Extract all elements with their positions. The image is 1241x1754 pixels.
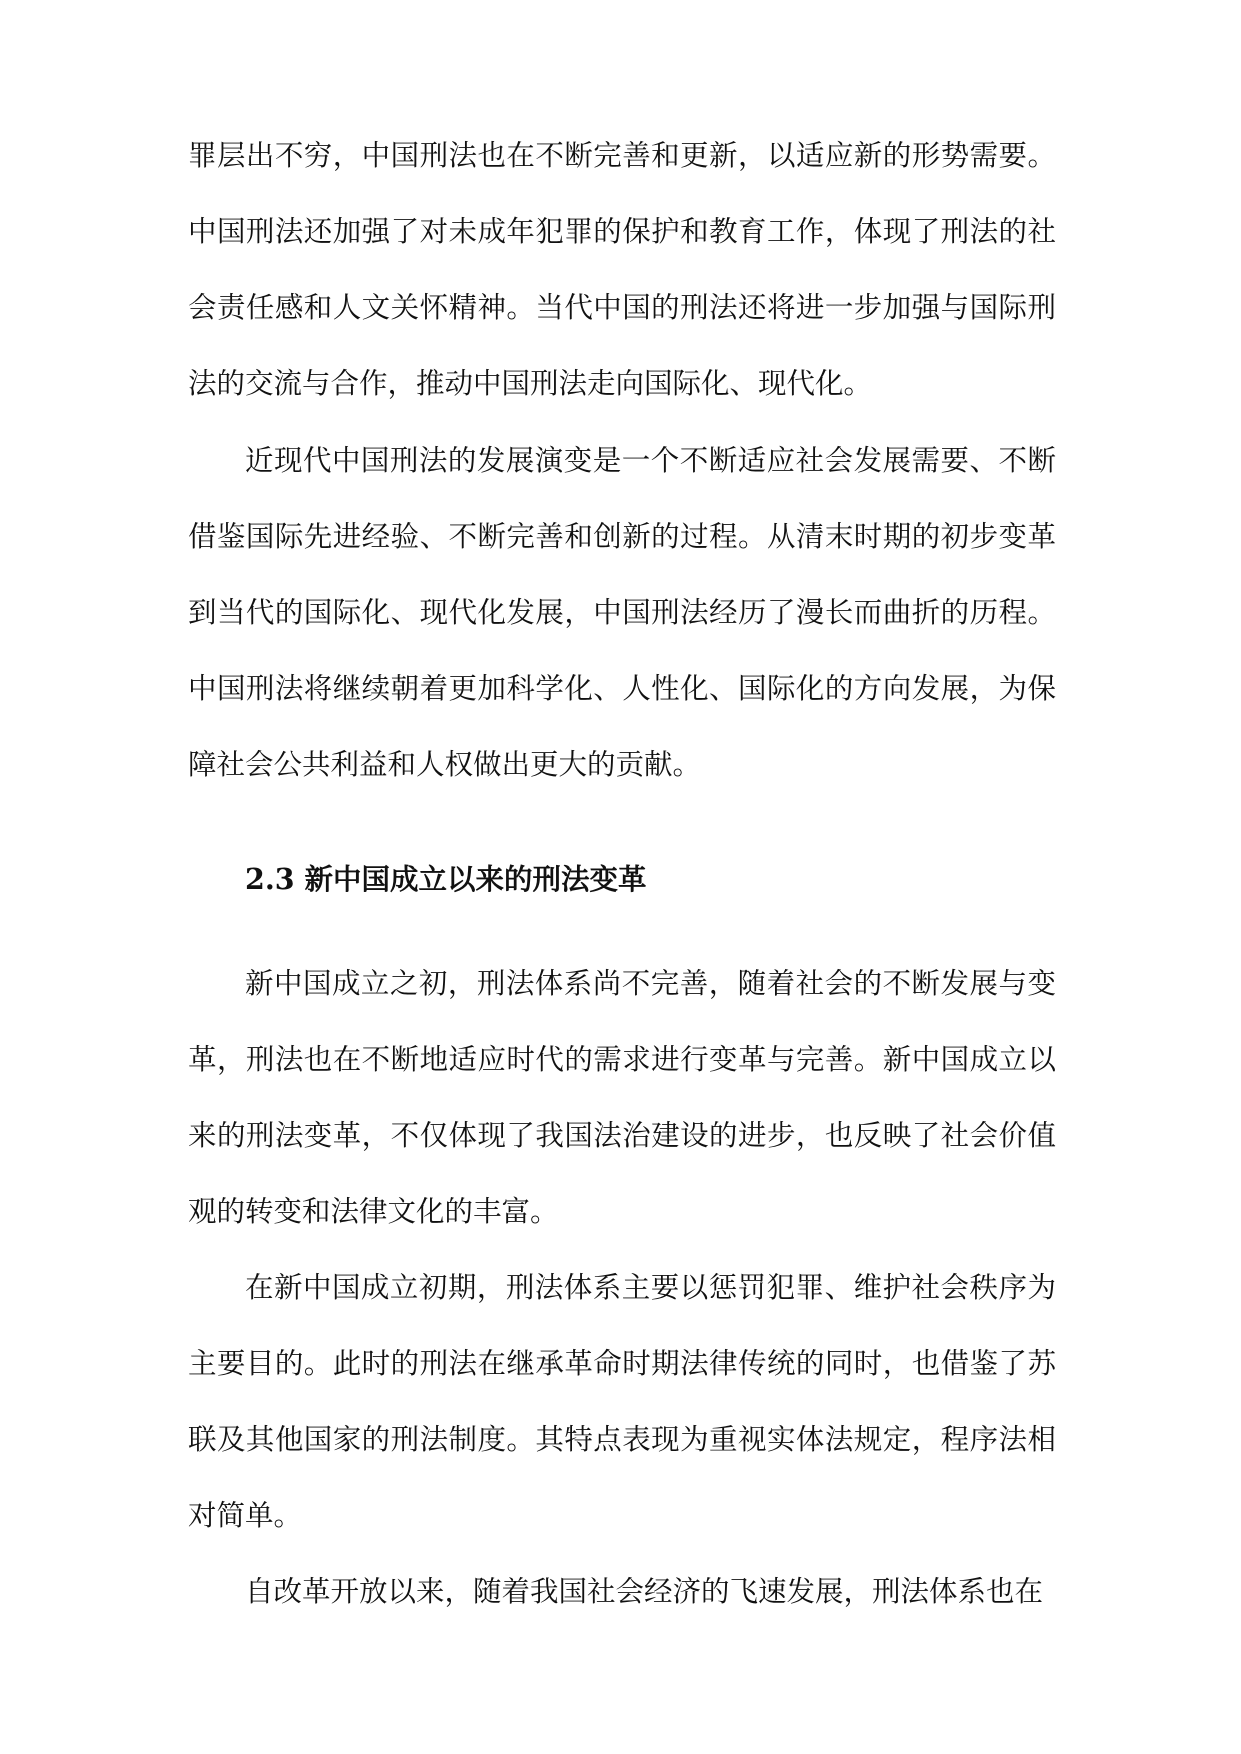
paragraph-continuation: 罪层出不穷，中国刑法也在不断完善和更新，以适应新的形势需要。中国刑法还加强了对未成年犯罪的保护和教育工作，体现了刑法的社会责任感和人文关怀精神。当代中国的刑法还将进一步加强与国际刑法的交流与合作，推动中国刑法走向国际化、现代化。 [188, 139, 1056, 400]
section-heading: 2.3 新中国成立以来的刑法变革 [245, 862, 647, 896]
paragraph-intro: 新中国成立之初，刑法体系尚不完善，随着社会的不断发展与变革，刑法也在不断地适应时代的需求进行变革与完善。新中国成立以来的刑法变革，不仅体现了我国法治建设的进步，也反映了社会价值观的转变和法律文化的丰富。 [188, 967, 1056, 1228]
paragraph-early-period: 在新中国成立初期，刑法体系主要以惩罚犯罪、维护社会秩序为主要目的。此时的刑法在继承革命时期法律传统的同时，也借鉴了苏联及其他国家的刑法制度。其特点表现为重视实体法规定，程序法相对简单。 [188, 1271, 1056, 1532]
paragraph-reform-era: 自改革开放以来，随着我国社会经济的飞速发展，刑法体系也在 [245, 1575, 1044, 1608]
paragraph-summary: 近现代中国刑法的发展演变是一个不断适应社会发展需要、不断借鉴国际先进经验、不断完善和创新的过程。从清末时期的初步变革到当代的国际化、现代化发展，中国刑法经历了漫长而曲折的历程。中国刑法将继续朝着更加科学化、人性化、国际化的方向发展，为保障社会公共利益和人权做出更大的贡献。 [188, 444, 1056, 781]
